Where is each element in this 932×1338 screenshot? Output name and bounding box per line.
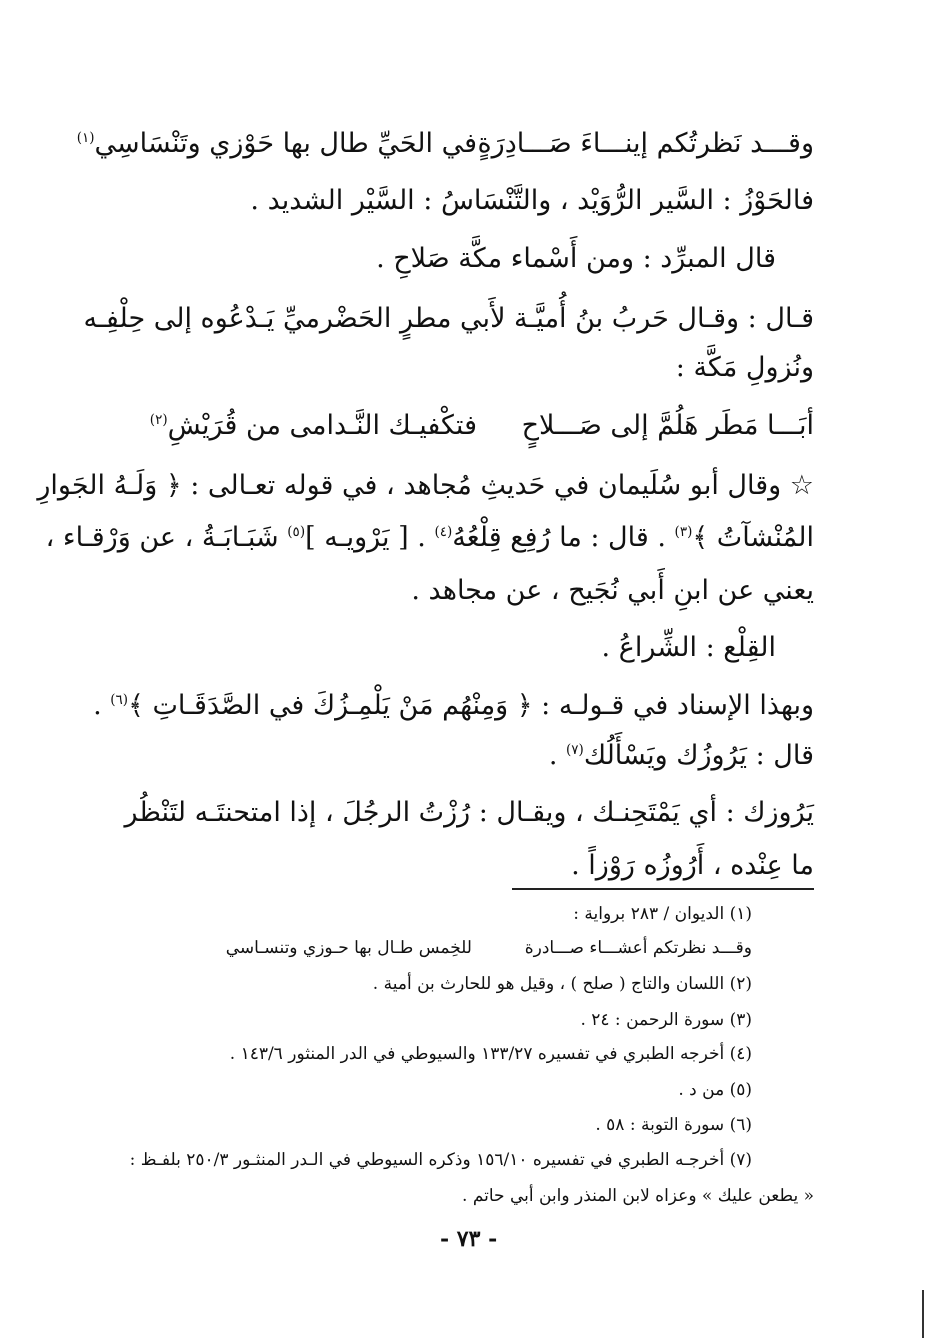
- scan-edge-line: [922, 1290, 924, 1338]
- line7-part-c: . [ يَرْويـه ]: [305, 522, 435, 553]
- footnote-2: (٢) اللسان والتاج ( صلح ) ، وقيل هو للحارث بن أمية .: [372, 974, 752, 994]
- body-line-8: يعني عن ابنِ أَبي نُجَيح ، عن مجاهد .: [411, 575, 814, 606]
- footnote-marker-2: (٢): [149, 412, 168, 428]
- footnote-marker-3: (٣): [674, 524, 693, 540]
- verse2-second-hemistich: [150, 410, 477, 442]
- footnote-3: (٣) سورة الرحمن : ٢٤ .: [580, 1010, 752, 1030]
- line10-text: وبهذا الإسناد في قـولـه : ﴿ وَمِنْهُم مَنْ يَلْمِـزُكَ في الصَّدَقَـاتِ ﴾: [128, 690, 814, 721]
- body-line-10: [93, 690, 814, 722]
- body-line-2: فالحَوْزُ : السَّير الرُّوَيْد ، والتَّنْسَاسُ : السَّيْر الشديد .: [250, 185, 814, 216]
- line11-end: .: [548, 740, 566, 771]
- body-line-9: القِلْع : الشِّراعُ .: [601, 632, 776, 663]
- body-line-13: ما عِنْده ، أَرُوزُه رَوْزاً .: [571, 850, 814, 881]
- body-line-6: ☆ وقال أبو سُلَيمان في حَديثِ مُجاهد ، في قوله تعـالى : ﴿ وَلَـهُ الجَوارِ: [37, 470, 814, 501]
- body-line-11: [549, 740, 814, 772]
- body-line-5: ونُزولِ مَكَّة :: [675, 352, 814, 383]
- footnote-4: (٤) أخرجه الطبري في تفسيره ١٣٣/٢٧ والسيوطي في الدر المنثور ١٤٣/٦ .: [229, 1044, 752, 1064]
- body-line-4: قـال : وقـال حَربُ بنُ أُميَّـة لأَبي مطرٍ الحَضْرميِّ يَـدْعُوه إلى حِلْفِـه: [83, 303, 814, 334]
- line7-part-a: المُنْشآتُ ﴾: [692, 522, 814, 553]
- footnote-separator: [512, 888, 814, 890]
- footnote-5: (٥) من د .: [678, 1080, 752, 1100]
- footnote-marker-6: (٦): [110, 692, 129, 708]
- verse1-second-hemistich: [77, 128, 477, 160]
- line11-text: قال : يَرُوزُك ويَسْأَلُك: [583, 740, 814, 771]
- verse1-second-text: في الحَيِّ طال بها حَوْزي وتَنْسَاسِي: [94, 128, 477, 159]
- footnote-7-continued: « يطعن عليك » وعزاه لابن المنذر وابن أبي حاتم .: [462, 1186, 814, 1206]
- body-line-3: قال المبرِّد : ومن أَسْماء مكَّة صَلاحِ .: [376, 243, 776, 274]
- line7-part-b: . قال : ما رُفِع قِلْعُهُ: [452, 522, 675, 553]
- line7-part-d: شَبَـابَـةُ ، عن وَرْقـاء ،: [45, 522, 288, 553]
- footnote-marker-7: (٧): [565, 742, 584, 758]
- footnote-1-verse-first: وقـــد نظرتكم أعشـــاء صـــادرة: [524, 938, 752, 958]
- verse2-second-text: فتكْفيـك النَّـدامى من قُرَيْشِ: [167, 410, 477, 441]
- verse2-first-hemistich: أبَـــا مَطَر هَلُمَّ إلى صَـــلاحٍ: [521, 410, 814, 441]
- footnote-marker-5: (٥): [287, 524, 306, 540]
- footnote-7: (٧) أخرجـه الطبري في تفسيره ١٥٦/١٠ وذكره السيوطي في الـدر المنثـور ٢٥٠/٣ بلفـظ :: [129, 1150, 752, 1170]
- footnote-1-verse-second: للخِمس طـال بها حـوزي وتنسـاسي: [225, 938, 472, 958]
- footnote-marker-1: (١): [76, 130, 95, 146]
- page-number: - ٧٣ -: [440, 1226, 498, 1252]
- line10-end: .: [93, 690, 111, 721]
- footnote-marker-4: (٤): [434, 524, 453, 540]
- body-line-7: [46, 522, 814, 554]
- body-line-12: يَرُوزك : أي يَمْتَحِنـك ، ويقـال : رُزْتُ الرجُلَ ، إذا امتحنتَـه لتَنْظُر: [124, 797, 814, 828]
- footnote-1: (١) الديوان / ٢٨٣ برواية :: [573, 904, 752, 924]
- verse1-first-hemistich: وقـــد نَظرتُكم إينـــاءَ صَـــادِرَةٍ: [477, 128, 814, 159]
- footnote-6: (٦) سورة التوبة : ٥٨ .: [595, 1115, 752, 1135]
